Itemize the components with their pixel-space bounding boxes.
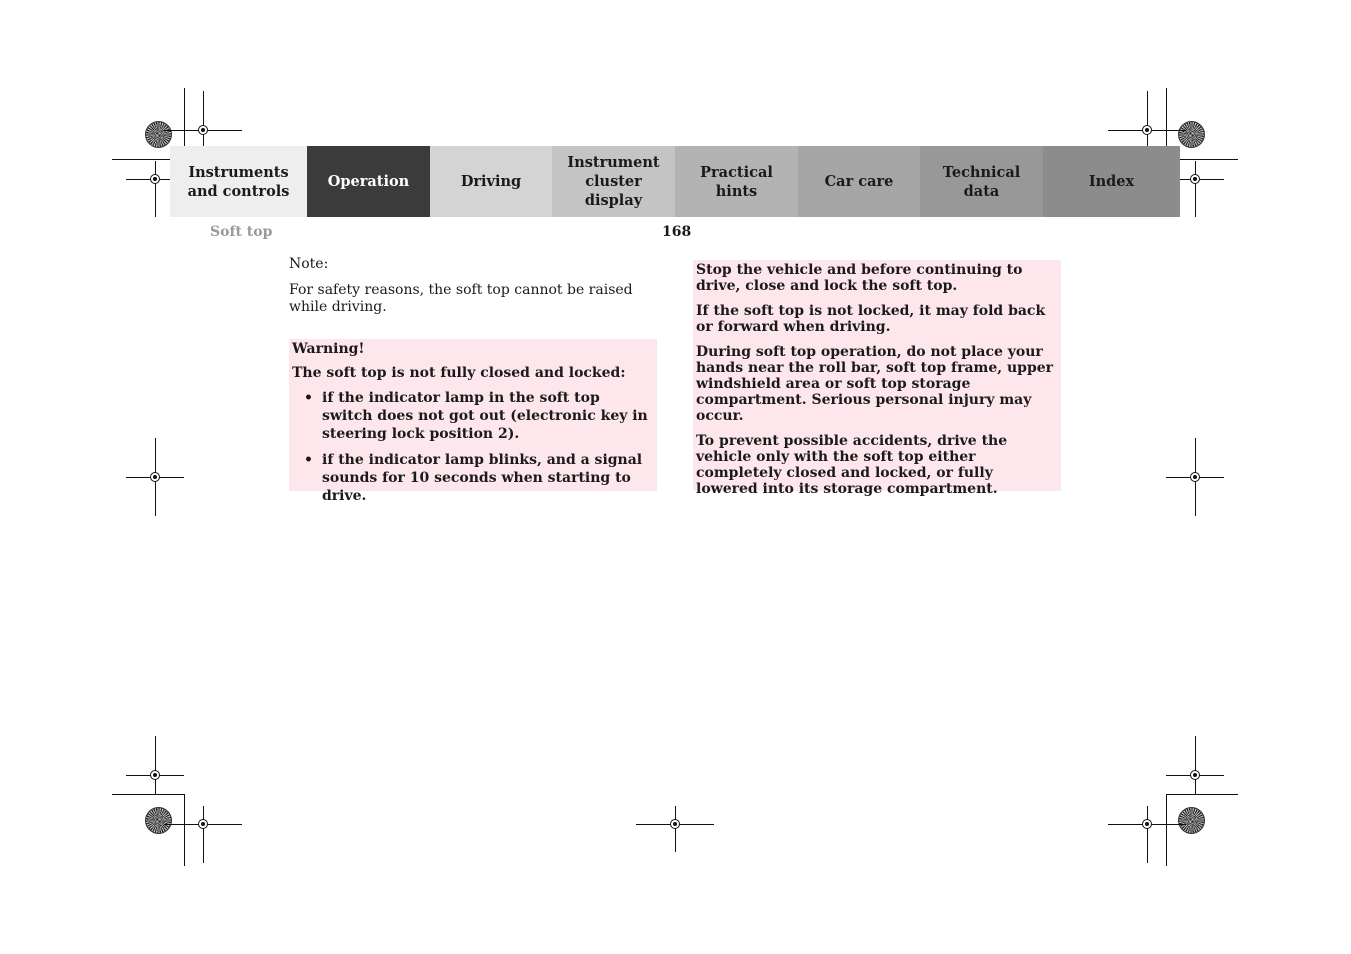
color-rosette-icon <box>1178 121 1205 148</box>
trim-line <box>1166 794 1238 795</box>
tab-operation[interactable] <box>307 146 430 217</box>
bullet-icon: • <box>304 452 313 468</box>
tab-label: Operation <box>327 173 410 190</box>
warning-title: Warning! <box>292 341 365 357</box>
tab-label: Instruments and controls <box>187 163 290 200</box>
color-rosette-icon <box>145 807 172 834</box>
tab-label: Index <box>1088 173 1135 190</box>
color-rosette-icon <box>1178 807 1205 834</box>
warning-paragraph: Stop the vehicle and before continuing to drive, close and lock the soft top. <box>696 262 1023 294</box>
warning-paragraph: To prevent possible accidents, drive the vehicle only with the soft top either completely closed and locked, or fully lowered into its storage compartment. <box>696 433 1008 497</box>
tab-label: Practical hints <box>700 163 773 200</box>
page-number: 168 <box>662 224 692 240</box>
tab-instrument-cluster-display[interactable] <box>552 146 675 217</box>
note-text: For safety reasons, the soft top cannot be raised while driving. <box>289 282 633 315</box>
warning-box <box>289 339 657 504</box>
tab-car-care[interactable] <box>798 146 920 217</box>
warning-paragraph: If the soft top is not locked, it may fold back or forward when driving. <box>696 303 1046 335</box>
trim-line <box>184 794 185 866</box>
tab-technical-data[interactable] <box>920 146 1043 217</box>
list-item <box>292 389 653 443</box>
tab-practical-hints[interactable] <box>675 146 798 217</box>
bullet-icon: • <box>304 390 313 406</box>
tab-instruments-and-controls[interactable] <box>170 146 307 217</box>
tab-label: Driving <box>460 173 522 190</box>
note-block <box>289 256 657 316</box>
warning-list <box>292 389 653 505</box>
section-title: Soft top <box>210 224 273 240</box>
tab-index[interactable] <box>1043 146 1180 217</box>
list-item-text: if the indicator lamp in the soft top switch does not got out (electronic key in steering lock position 2). <box>322 390 648 442</box>
warning-intro: The soft top is not fully closed and locked: <box>292 365 626 381</box>
list-item-text: if the indicator lamp blinks, and a signal sounds for 10 seconds when starting to drive. <box>322 452 643 504</box>
section-nav-bar <box>170 146 1180 217</box>
tab-label: Technical data <box>942 163 1021 200</box>
warning-paragraph: During soft top operation, do not place your hands near the roll bar, soft top frame, upper windshield area or soft top storage compartment. Serious personal injury may occur. <box>696 344 1054 424</box>
warning-box-continued <box>693 260 1061 497</box>
tab-label: Instrument cluster display <box>567 154 660 209</box>
list-item <box>292 451 653 505</box>
color-rosette-icon <box>145 121 172 148</box>
tab-driving[interactable] <box>430 146 552 217</box>
trim-line <box>112 794 184 795</box>
note-label: Note: <box>289 256 329 272</box>
trim-line <box>1166 794 1167 866</box>
tab-label: Car care <box>824 173 894 190</box>
